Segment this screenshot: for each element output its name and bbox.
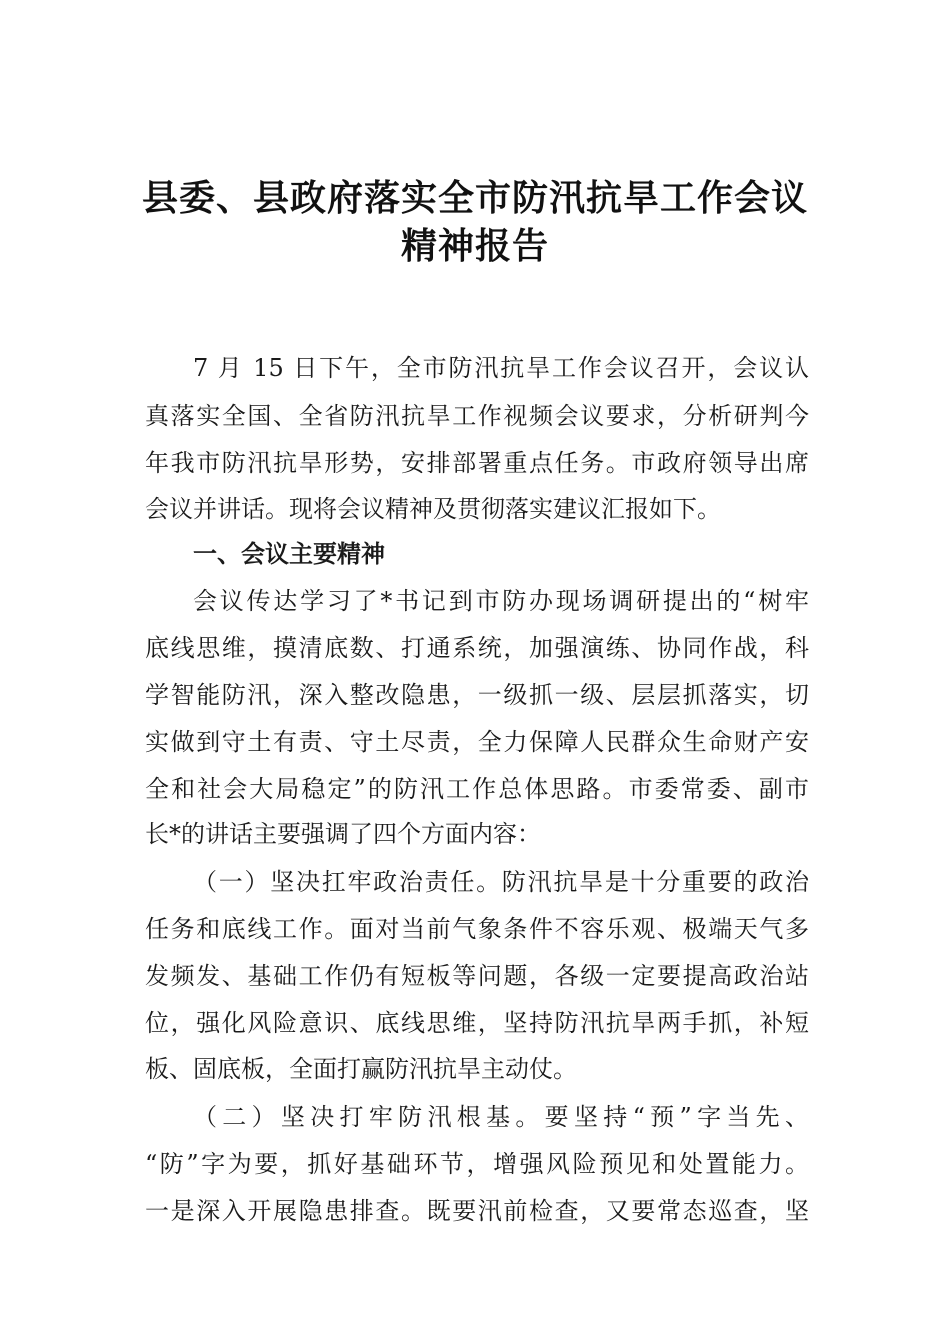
paragraph-line: 会议传达学习了*书记到市防办现场调研提出的“树牢 xyxy=(193,587,809,615)
subsection-line: （二）坚决打牢防汛根基。要坚持“预”字当先、 xyxy=(193,1103,809,1131)
paragraph-line: 年我市防汛抗旱形势，安排部署重点任务。市政府领导出席 xyxy=(145,449,809,477)
paragraph-line: 会议并讲话。现将会议精神及贯彻落实建议汇报如下。 xyxy=(145,495,721,523)
paragraph-line: 真落实全国、全省防汛抗旱工作视频会议要求，分析研判今 xyxy=(145,402,809,430)
paragraph-line: 位，强化风险意识、底线思维，坚持防汛抗旱两手抓，补短 xyxy=(145,1009,809,1037)
paragraph-line: 实做到守土有责、守土尽责，全力保障人民群众生命财产安 xyxy=(145,728,809,756)
paragraph-line: 发频发、基础工作仍有短板等问题，各级一定要提高政治站 xyxy=(145,962,809,990)
paragraph-line: 长*的讲话主要强调了四个方面内容： xyxy=(145,820,541,848)
document-title-line-2: 精神报告 xyxy=(400,225,549,267)
paragraph-line: 7 月 15 日下午，全市防汛抗旱工作会议召开，会议认 xyxy=(193,354,809,382)
paragraph-line: 全和社会大局稳定”的防汛工作总体思路。市委常委、副市 xyxy=(145,775,809,803)
subsection-line: （一）坚决扛牢政治责任。防汛抗旱是十分重要的政治 xyxy=(193,868,809,896)
paragraph-line: 底线思维，摸清底数、打通系统，加强演练、协同作战，科 xyxy=(145,634,809,662)
paragraph-line: “防”字为要，抓好基础环节，增强风险预见和处置能力。 xyxy=(145,1150,809,1178)
section-heading: 一、会议主要精神 xyxy=(193,540,385,568)
paragraph-line: 一是深入开展隐患排查。既要汛前检查，又要常态巡查，坚 xyxy=(145,1197,809,1225)
paragraph-line: 板、固底板，全面打赢防汛抗旱主动仗。 xyxy=(145,1055,577,1083)
paragraph-line: 任务和底线工作。面对当前气象条件不容乐观、极端天气多 xyxy=(145,915,809,943)
document-title-line-1: 县委、县政府落实全市防汛抗旱工作会议 xyxy=(141,177,808,219)
paragraph-line: 学智能防汛，深入整改隐患，一级抓一级、层层抓落实，切 xyxy=(145,681,809,709)
